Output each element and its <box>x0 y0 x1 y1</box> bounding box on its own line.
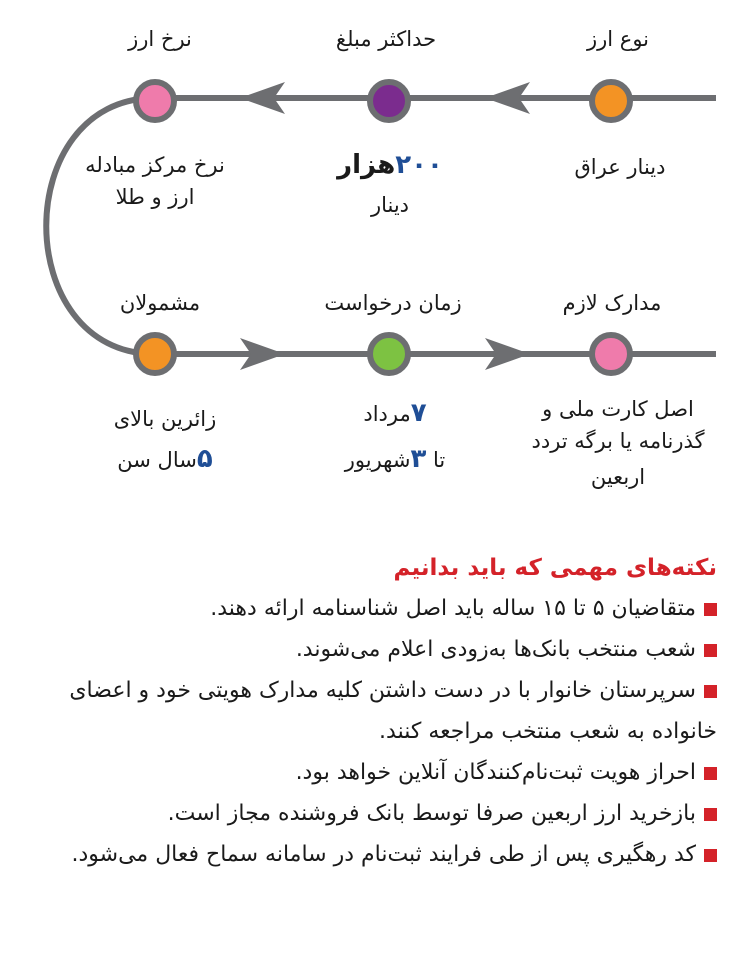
request-time-line2 <box>345 444 446 475</box>
request-time-start-day: ۷ <box>410 398 427 428</box>
bullet-square-icon <box>704 685 717 698</box>
bullet-square-icon <box>704 644 717 657</box>
note-text: متقاضیان ۵ تا ۱۵ ساله باید اصل شناسنامه ارائه دهند. <box>210 596 696 621</box>
note-text: احراز هویت ثبت‌نام‌کنندگان آنلاین خواهد بود. <box>295 760 696 785</box>
request-time-title: زمان درخواست <box>324 291 462 315</box>
list-item <box>27 588 717 629</box>
node-request-time <box>370 335 408 373</box>
bullet-square-icon <box>704 603 717 616</box>
request-time-to: تا <box>426 448 446 472</box>
max-amount-title: حداکثر مبلغ <box>335 27 437 51</box>
notes-list <box>27 588 717 875</box>
list-item <box>27 793 717 834</box>
node-exchange-rate <box>136 82 174 120</box>
eligible-line2 <box>117 444 212 475</box>
exchange-rate-value-line1: نرخ مرکز مبادله <box>85 153 225 177</box>
request-time-end-month: شهریور <box>344 448 411 472</box>
node-eligible <box>136 335 174 373</box>
node-currency-type <box>592 82 630 120</box>
max-amount-unit: دینار <box>370 193 410 217</box>
request-time-end-day: ۳ <box>410 444 427 474</box>
eligible-age-text: سال سن <box>117 448 197 472</box>
bullet-square-icon <box>704 767 717 780</box>
bullet-square-icon <box>704 849 717 862</box>
exchange-rate-title: نرخ ارز <box>128 27 192 51</box>
request-time-line1 <box>363 398 426 429</box>
max-amount-number: ۲۰۰ <box>395 150 443 180</box>
notes-title: نکته‌های مهمی که باید بدانیم <box>393 555 717 581</box>
max-amount-word: هزار <box>337 150 396 180</box>
required-docs-line2: گذرنامه یا برگه تردد <box>531 429 705 453</box>
max-amount-value <box>337 150 443 181</box>
note-text: سرپرستان خانوار با در دست داشتن کلیه مدارک هویتی خود و اعضای خانواده به شعب منتخب مراجعه کنند. <box>69 678 717 744</box>
note-text: کد رهگیری پس از طی فرایند ثبت‌نام در سامانه سماح فعال می‌شود. <box>71 842 696 867</box>
list-item <box>27 834 717 875</box>
note-text: بازخرید ارز اربعین صرفا توسط بانک فروشنده مجاز است. <box>167 801 696 826</box>
required-docs-line3: اربعین <box>590 465 646 489</box>
exchange-rate-value-line2: ارز و طلا <box>115 185 195 209</box>
bullet-square-icon <box>704 808 717 821</box>
node-required-docs <box>592 335 630 373</box>
list-item <box>27 752 717 793</box>
eligible-title: مشمولان <box>119 291 201 315</box>
request-time-start-month: مرداد <box>363 402 411 426</box>
required-docs-line1: اصل کارت ملی و <box>542 397 694 421</box>
node-max-amount <box>370 82 408 120</box>
list-item <box>27 629 717 670</box>
note-text: شعب منتخب بانک‌ها به‌زودی اعلام می‌شوند. <box>295 637 696 662</box>
required-docs-title: مدارک لازم <box>562 291 662 315</box>
currency-type-title: نوع ارز <box>586 27 650 51</box>
currency-type-value: دینار عراق <box>574 155 666 179</box>
eligible-age-number: ۵ <box>196 444 213 474</box>
list-item <box>27 670 717 752</box>
eligible-line1: زائرین بالای <box>113 407 217 431</box>
notes-section <box>27 548 717 875</box>
